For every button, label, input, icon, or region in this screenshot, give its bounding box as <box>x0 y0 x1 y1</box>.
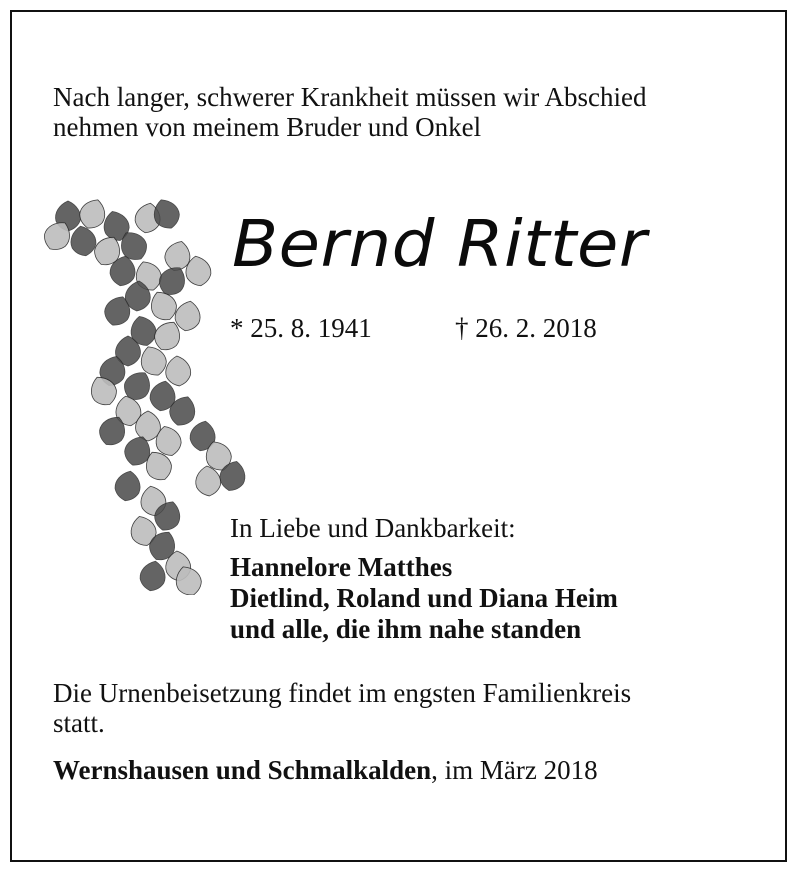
burial-line-2: statt. <box>53 708 105 738</box>
intro-line-1: Nach langer, schwerer Krankheit müssen wir Abschied <box>53 82 647 112</box>
death-date: † 26. 2. 2018 <box>455 313 597 343</box>
thanks-label: In Liebe und Dankbarkeit: <box>230 513 516 543</box>
mourner-line: Dietlind, Roland und Diana Heim <box>230 583 618 613</box>
closing-places: Wernshausen und Schmalkalden <box>53 755 432 785</box>
intro-text <box>53 82 646 142</box>
mourners-list <box>230 552 618 645</box>
closing-line <box>53 754 598 786</box>
mourner-line: und alle, die ihm nahe standen <box>230 614 582 644</box>
ivy-leaves-illustration <box>38 195 253 595</box>
ivy-leaf <box>138 559 168 593</box>
ivy-leaf <box>113 469 143 503</box>
closing-date: , im März 2018 <box>431 755 598 785</box>
birth-date: * 25. 8. 1941 <box>230 313 372 343</box>
intro-line-2: nehmen von meinem Bruder und Onkel <box>53 112 482 142</box>
deceased-name: Bernd Ritter <box>232 208 648 282</box>
burial-notice <box>53 678 753 738</box>
burial-line-1: Die Urnenbeisetzung findet im engsten Familienkreis <box>53 678 632 708</box>
ivy-leaf <box>164 355 191 387</box>
mourner-line: Hannelore Matthes <box>230 552 453 582</box>
